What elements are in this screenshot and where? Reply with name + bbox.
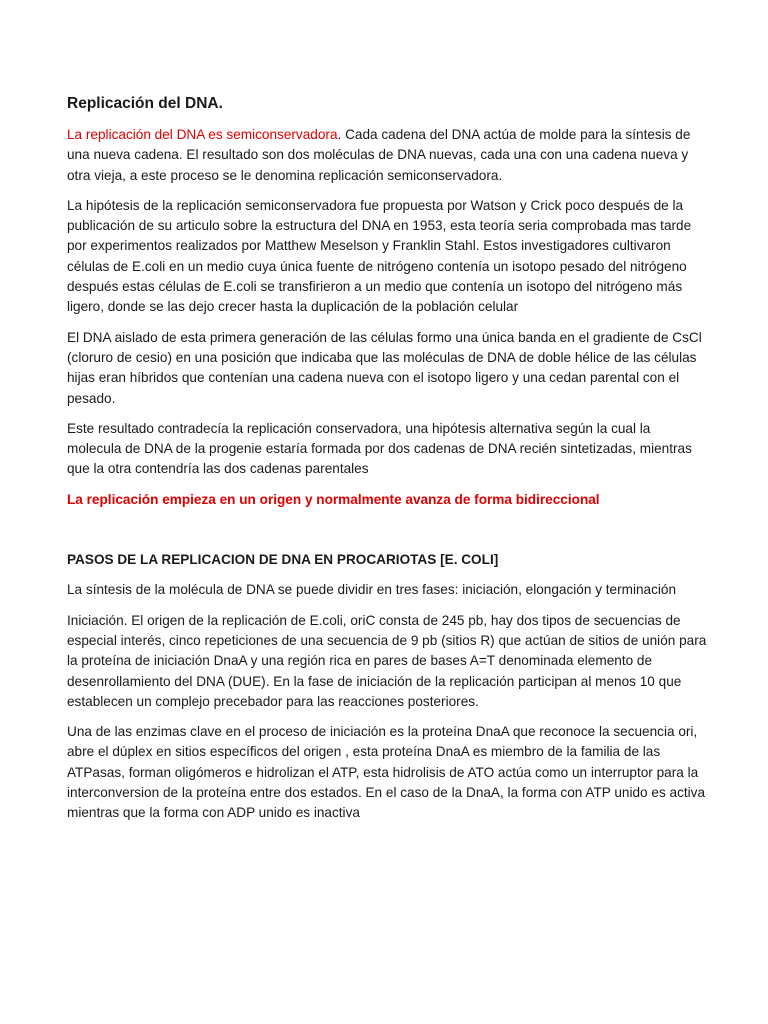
paragraph-hypothesis: La hipótesis de la replicación semiconservadora fue propuesta por Watson y Crick poco después de la publicación de su articulo sobre la estructura del DNA en 1953, esta teoría seria comprobada mas tarde por experimentos realizados por Matthew Meselson y Franklin Stahl. Estos investigadores cultivaron células de E.coli en un medio cuya única fuente de nitrógeno contenía un isotopo pesado del nitrógeno después estas células de E.coli se transfirieron a un medio que contenía un isotopo del nitrógeno más ligero, donde se las dejo crecer hasta la duplicación de la población celular (67, 197, 692, 315)
document-title: Replicación del DNA. (67, 95, 223, 112)
paragraph-initiation: Iniciación. El origen de la replicación de E.coli, oriC consta de 245 pb, hay dos tipos de secuencias de especial interés, cinco repeticiones de una secuencia de 9 pb (sitios R) que actúan de sitios de unión para la proteína de iniciación DnaA y una región rica en pares de bases A=T denominada elemento de desenrollamiento del DNA (DUE). En la fase de iniciación de la replicación participan al menos 10 que establecen un complejo precebador para las reacciones posteriores. (67, 612, 707, 709)
paragraph-dnaa: Una de las enzimas clave en el proceso de iniciación es la proteína DnaA que reconoce la secuencia ori, abre el dúplex en sitios específicos del origen , esta proteína DnaA es miembro de la familia de las ATPasas, forman oligómeros e hidrolizan el ATP, esta hidrolisis de ATO actúa como un interruptor para la interconversion de la proteína entre dos estados. En el caso de la DnaA, la forma con ATP unido es activa mientras que la forma con ADP unido es inactiva (67, 724, 706, 821)
section-heading: PASOS DE LA REPLICACION DE DNA EN PROCARIOTAS [E. COLI] (67, 552, 499, 568)
highlighted-statement: La replicación del DNA es semiconservadora (67, 127, 338, 142)
paragraph-phases: La síntesis de la molécula de DNA se puede dividir en tres fases: iniciación, elongación y terminación (67, 582, 677, 598)
document-body (67, 93, 707, 834)
paragraph-cscl-gradient: El DNA aislado de esta primera generación de las células formo una única banda en el gradiente de CsCl (cloruro de cesio) en una posición que indicaba que las moléculas de DNA de doble hélice de las células hijas eran híbridos que contenían una cadena nueva con el isotopo ligero y una cedan parental con el pesado. (67, 329, 702, 406)
paragraph-semiconservative (67, 125, 707, 186)
paragraph-text: . Cada cadena del DNA actúa de molde para la síntesis de una nueva cadena. El resultado son dos moléculas de DNA nuevas, cada una con una cadena nueva y otra vieja, a este proceso se le denomina replicación semiconservadora. (67, 127, 691, 183)
highlighted-bidirectional-statement: La replicación empieza en un origen y normalmente avanza de forma bidireccional (67, 491, 600, 507)
paragraph-contradiction: Este resultado contradecía la replicación conservadora, una hipótesis alternativa según la cual la molecula de DNA de la progenie estaría formada por dos cadenas de DNA recién sintetizadas, mientras que la otra contendría las dos cadenas parentales (67, 420, 692, 477)
